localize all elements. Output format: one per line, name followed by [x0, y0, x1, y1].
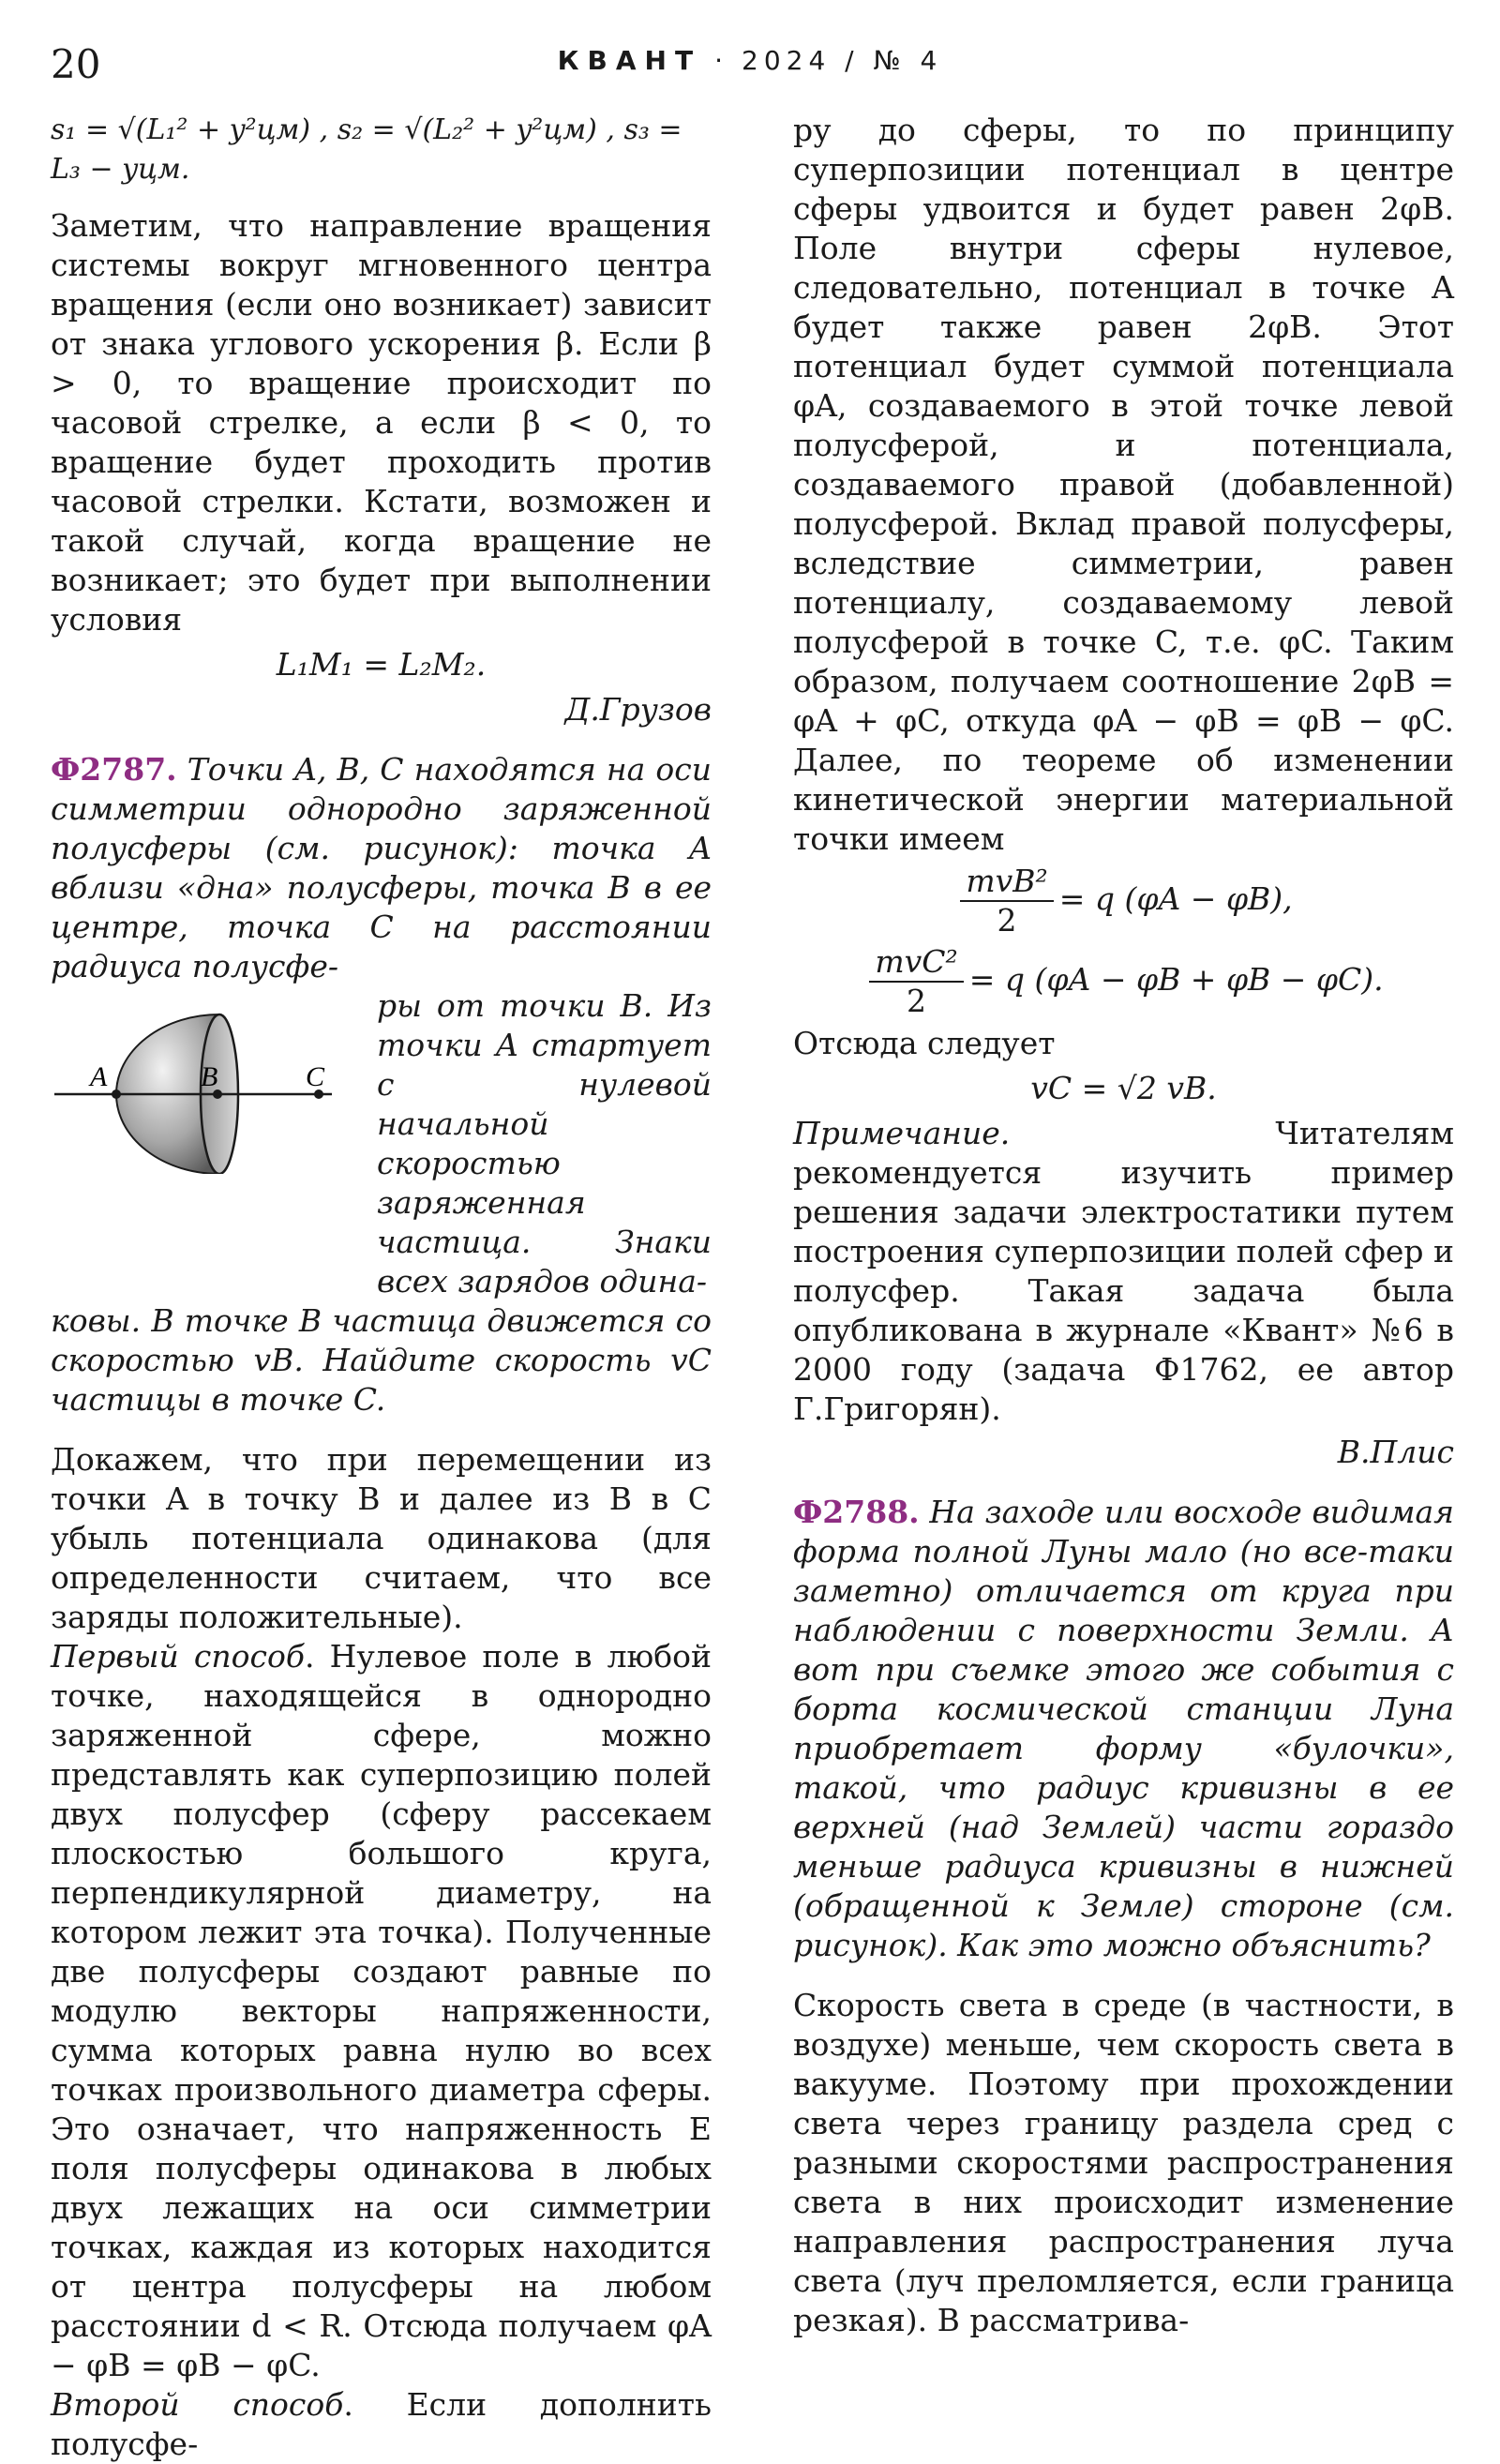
problem-2787-text-1: Точки A, B, C находятся на оси симметрии однородно заряженной полусферы (см. рисунок): точка A вблизи «дна» полусферы, точка B в ее центре, точка C на расстоянии радиуса полусфе-: [51, 751, 712, 984]
paragraph-hence: Отсюда следует: [793, 1025, 1056, 1061]
problem-2787-side-text: ры от точки B. Из точки A стартует с нулевой начальной скоростью заряженная частица. Знаки всех зарядов одина-: [377, 987, 712, 1300]
problem-2787: [51, 750, 712, 986]
problem-2787-number: Ф2787.: [51, 751, 177, 788]
header-separator: ·: [714, 45, 728, 76]
equation-energy-b: [793, 863, 1454, 939]
paragraph-note: [793, 1114, 1454, 1429]
label-b: B: [201, 1061, 218, 1092]
fraction-b-denominator: 2: [997, 902, 1017, 939]
equation-s: s₁ = √(L₁² + y²цм) , s₂ = √(L₂² + y²цм) , s₃ = L₃ − yцм.: [51, 113, 682, 186]
equation-b-rhs: = q (φA − φB),: [1058, 880, 1293, 917]
label-a: A: [90, 1061, 108, 1092]
equation-result: vC = √2 vB.: [1030, 1070, 1217, 1106]
running-header: [0, 45, 1500, 76]
paragraph-light-speed: Скорость света в среде (в частности, в воздухе) меньше, чем скорость света в вакууме. Поэтому при прохождении света через границу раздела сред с разными скоростями распространения света в них происходит изменение направления распространения луча света (луч преломляется, если граница резкая). В рассматрива-: [793, 1987, 1454, 2338]
problem-2788-number: Ф2788.: [793, 1494, 920, 1530]
problem-2787-text-2: ковы. В точке B частица движется со скоростью vB. Найдите скорость vC частицы в точке C.: [51, 1302, 712, 1418]
paragraph-proof: Докажем, что при перемещении из точки A в точку B и далее из B в C убыль потенциала одинакова (для определенности считаем, что все заряды положительные).: [51, 1441, 712, 1635]
left-column: [51, 111, 712, 2464]
paragraph-method-2: [51, 2385, 712, 2464]
fraction-c: [869, 943, 963, 1020]
method-1-label: Первый способ: [51, 1638, 305, 1675]
paragraph-superposition: ру до сферы, то по принципу суперпозиции потенциал в центре сферы удвоится и будет равен 2φB. Поле внутри сферы нулевое, следовательно, потенциал в точке A будет также равен 2φB. Этот потенциал будет суммой потенциала φA, создаваемого в этой точке левой полусферой, и потенциала, создаваемого правой (добавленной) полусферой. Вклад правой полусферы, вследствие симметрии, равен потенциалу, создаваемому левой полусферой в точке C, т.е. φC. Таким образом, получаем соотношение 2φB = φA + φC, откуда φA − φB = φB − φC. Далее, по теореме об изменении кинетической энергии материальной точки имеем: [793, 112, 1454, 857]
paragraph-method-1: [51, 1637, 712, 2385]
method-1-text: . Нулевое поле в любой точке, находящейся в однородно заряженной сфере, можно представлять как суперпозицию полей двух полусфер (сферу рассекаем плоскостью большого круга, перпендикулярной диаметру, на котором лежит эта точка). Полученные две полусферы создают равные по модулю векторы напряженности, сумма которых равна нулю во всех точках произвольного диаметра сферы. Это означает, что напряженность E поля полусферы одинакова в любых двух лежащих на оси симметрии точках, каждая из которых находится от центра полусферы на любом расстоянии d < R. Отсюда получаем φA − φB = φB − φC.: [51, 1638, 712, 2383]
label-c: C: [306, 1061, 325, 1092]
method-2-text: . Если дополнить полусфе-: [51, 2386, 712, 2462]
equation-c-rhs: = q (φA − φB + φB − φC).: [968, 961, 1384, 998]
point-a: [112, 1089, 121, 1099]
fraction-b-numerator: mvB²: [960, 863, 1053, 902]
fraction-c-denominator: 2: [907, 983, 927, 1019]
method-2-label: Второй способ: [51, 2386, 344, 2423]
problem-2787-figure-block: [51, 986, 712, 1301]
issue-label: 2024 / № 4: [742, 45, 943, 76]
journal-title: КВАНТ: [557, 45, 702, 76]
fraction-c-numerator: mvC²: [869, 943, 963, 983]
problem-2788: [793, 1493, 1454, 1965]
note-text: Читателям рекомендуется изучить пример решения задачи электростатики путем построения суперпозиции полей сфер и полусфер. Такая задача была опубликована в журнале «Квант» №6 в 2000 году (задача Ф1762, ее автор Г.Григорян).: [793, 1115, 1454, 1427]
equation-condition: L₁M₁ = L₂M₂.: [276, 646, 487, 683]
paragraph-rotation: Заметим, что направление вращения системы вокруг мгновенного центра вращения (если оно возникает) зависит от знака углового ускорения β. Если β > 0, то вращение происходит по часовой стрелке, а если β < 0, то вращение будет проходить против часовой стрелки. Кстати, возможен и такой случай, когда вращение не возникает; это будет при выполнении условия: [51, 207, 712, 638]
equation-energy-c: [793, 943, 1454, 1020]
hemisphere-figure: [51, 1005, 369, 1174]
page-number: 20: [51, 41, 101, 87]
fraction-b: [960, 863, 1053, 939]
right-column: [793, 111, 1454, 2340]
author-signature-2: В.Плис: [1337, 1434, 1454, 1470]
author-signature-1: Д.Грузов: [564, 691, 712, 728]
problem-2788-text: На заходе или восходе видимая форма полной Луны мало (но все-таки заметно) отличается от круга при наблюдении с поверхности Земли. А вот при съемке этого же события с борта космической станции Луна приобретает форму «булочки», такой, что радиус кривизны в ее верхней (над Землей) части гораздо меньше радиуса кривизны в нижней (обращенной к Земле) стороне (см. рисунок). Как это можно объяснить?: [793, 1494, 1454, 1963]
note-label: Примечание.: [793, 1115, 1011, 1151]
